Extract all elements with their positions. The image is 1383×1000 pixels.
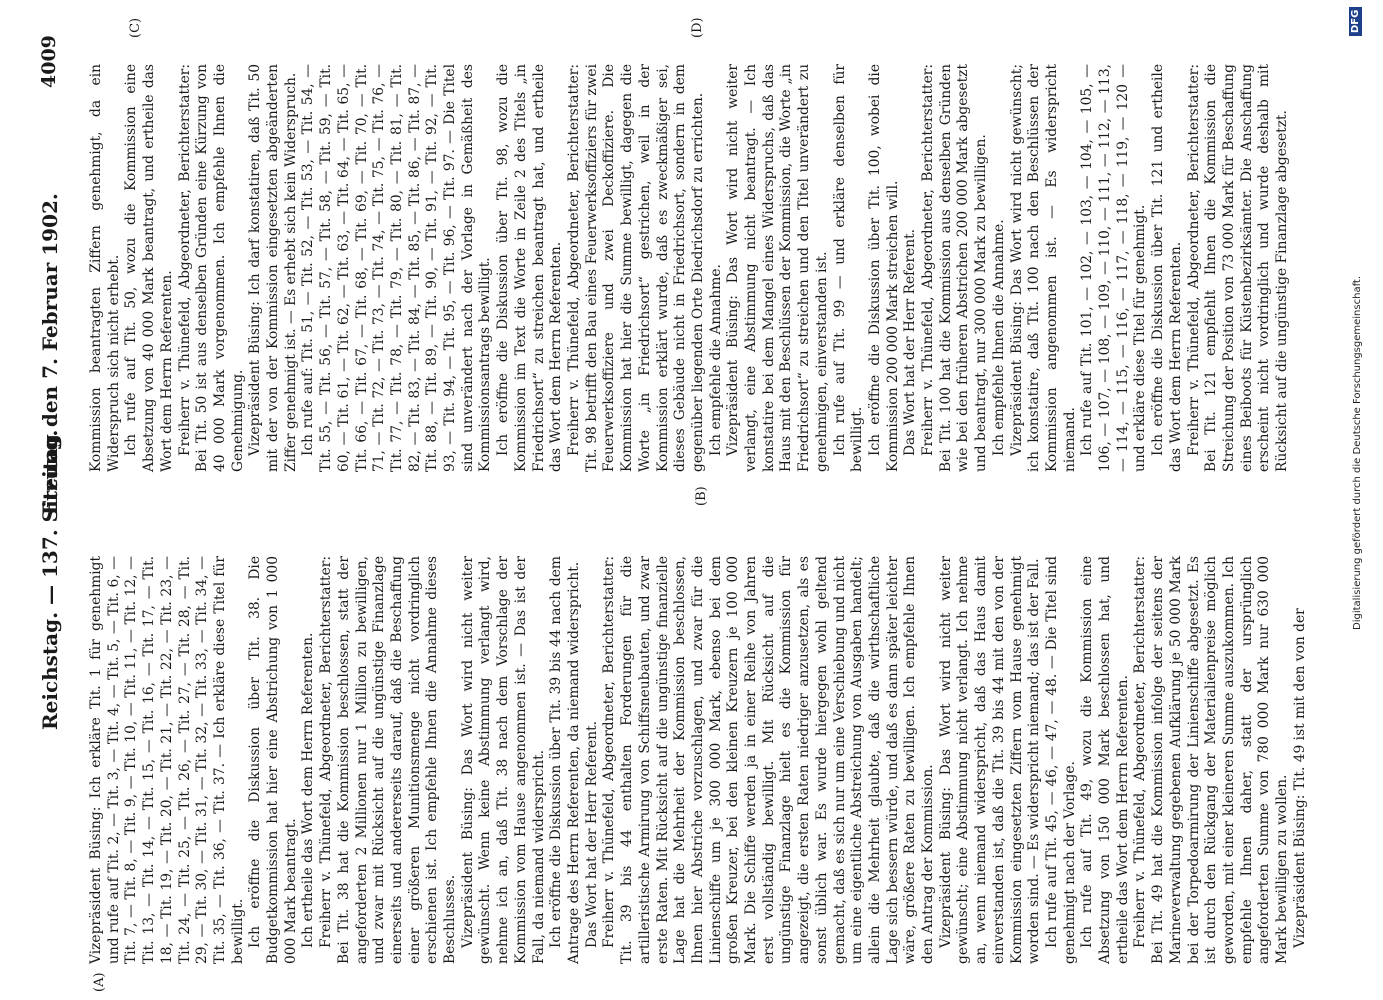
paragraph: Ich rufe auf Tit. 50, wozu die Kommission eine Absetzung von 40 000 Mark beantragt, und ertheile das Wort dem Herrn Referenten. xyxy=(123,64,175,472)
paragraph: Vizepräsident Büsing: Das Wort wird nicht weiter gewünscht; eine Abstimmung nicht verlangt. Ich nehme an, wenn niemand widerspricht, daß das Haus damit einverstanden ist, daß die Tit. 39 bis 44 mit den von der Kommission eingesetzten Ziffern vom Hause genehmigt worden sind. — Es widerspricht niemand; das ist der Fall. xyxy=(937,556,1043,964)
paragraph: Vizepräsident Büsing: Das Wort wird nicht gewünscht; ich konstatire, daß Tit. 100 nach den Beschlüssen der Kommission angenommen ist. — Es widerspricht niemand. xyxy=(1008,64,1078,472)
paragraph: Vizepräsident Büsing: Ich darf konstatiren, daß Tit. 50 mit der von der Kommission eingesetzten abgeänderten Ziffer genehmigt ist. — Es erhebt sich kein Widerspruch. xyxy=(247,64,299,472)
paragraph: Das Wort hat der Herr Referent. xyxy=(583,720,600,948)
paragraph: Ich eröffne die Diskussion über Tit. 38. Die Budgetkommission hat hier eine Abstrichung von 1 000 000 Mark beantragt. xyxy=(247,556,299,964)
paragraph: Ich eröffne die Diskussion über Tit. 121 und ertheile das Wort dem Herrn Referenten. xyxy=(1150,64,1184,472)
paragraph: Freiherr v. Thünefeld, Abgeordneter, Berichterstatter: Bei Tit. 100 hat die Kommission aus denselben Gründen wie bei den früheren Abstrichen 200 000 Mark abgesetzt und beantragt, nur 300 000 Mark zu bewilligen. xyxy=(920,64,990,472)
paragraph: Ich eröffne die Diskussion über Tit. 98, wozu die Kommission im Text die Worte in Zeile 2 des Titels „in Friedrichsort“ zu streichen beantragt hat, und ertheile das Wort dem Herrn Referenten. xyxy=(495,64,565,472)
paragraph: Ich eröffne die Diskussion über Tit. 39 bis 44 nach dem Antrage des Herrn Referenten, da niemand widerspricht. xyxy=(548,556,582,964)
paragraph: Ich empfehle die Annahme. xyxy=(707,264,724,456)
paragraph: Vizepräsident Büsing: Ich erkläre Tit. 1 für genehmigt und rufe auf Tit. 2, — Tit. 3, — Tit. 4, — Tit. 5, — Tit. 6, — Tit. 7, — Tit. 8, — Tit. 9, — Tit. 10, — Tit. 11, — Tit. 12, — Tit. 13, — Tit. 14, — Tit. 15, — Tit. 16, — Tit. 17, — Tit. 18, — Tit. 19, — Tit. 20, — Tit. 21, — Tit. 22, — Tit. 23, — Tit. 24, — Tit. 25, — Tit. 26, — Tit. 27, — Tit. 28, — Tit. 29, — Tit. 30, — Tit. 31, — Tit. 32, — Tit. 33, — Tit. 34, — Tit. 35, — Tit. 36, — Tit. 37. — Ich erkläre diese Titel für bewilligt. xyxy=(88,556,246,964)
paragraph: Das Wort hat der Herr Referent. xyxy=(902,228,919,456)
paragraph: Vizepräsident Büsing: Das Wort wird nicht weiter verlangt, eine Abstimmung nicht beantragt. — Ich konstatire bei dem Mangel eines Widerspruchs, daß das Haus mit den Beschlüssen der Kommission, die Worte „in Friedrichsort“ zu streichen und den Titel unverändert zu genehmigen, einverstanden ist. xyxy=(725,64,830,472)
paragraph: Freiherr v. Thünefeld, Abgeordneter, Berichterstatter: Bei Tit. 38 hat die Kommission beschlossen, statt der angeforderten 2 Millionen nur 1 Million zu bewilligen, und zwar mit Rücksicht auf die ungünstige Finanzlage einerseits und andererseits darauf, daß die Beschaffung einer größeren Munitionsmenge nicht vordringlich erschienen ist. Ich empfehle Ihnen die Annahme dieses Beschlusses. xyxy=(318,556,459,964)
paragraph: Ich rufe auf Tit. 45, — 46, — 47, — 48. — Die Titel sind genehmigt nach der Vorlage. xyxy=(1043,556,1078,964)
margin-marker-a: (A) xyxy=(92,972,107,992)
page-number: 4009 xyxy=(38,35,60,88)
paragraph: Ich rufe auf Tit. 99 — und erkläre denselben für bewilligt. xyxy=(831,64,866,472)
paragraph: Freiherr v. Thünefeld, Abgeordneter, Berichterstatter: Bei Tit. 50 ist aus denselben Gründen eine Kürzung von 40 000 Mark vorgenommen. Ich empfehle Ihnen die Genehmigung. xyxy=(176,64,246,472)
margin-marker-b: (B) xyxy=(694,486,709,506)
left-column xyxy=(88,556,1310,964)
paragraph: Ich rufe auf Tit. 101, — 102, — 103, — 104, — 105, — 106, — 107, — 108, — 109, — 110, — 111, — 112, — 113, — 114, — 115, — 116, — 117, — 118, — 119, — 120 — und erkläre diese Titel für genehmigt. xyxy=(1079,64,1149,472)
paragraph: Freiherr v. Thünefeld, Abgeordneter, Berichterstatter: Tit. 39 bis 44 enthalten Forderungen für die artilleristische Armirung von Schiffsneubauten, und zwar erste Raten. Mit Rücksicht auf die ungünstige finanzielle Lage hat die Mehrheit der Kommission beschlossen, Ihnen hier Abstriche vorzuschlagen, und zwar für die Linienschiffe um je 300 000 Mark, ebenso bei dem großen Kreuzer, bei den kleinen Kreuzern je 100 000 Mark. Die Schiffe werden ja in einer Reihe von Jahren erst vollständig bewilligt. Mit Rücksicht auf die ungünstige Finanzlage hielt es die Kommission für angezeigt, die ersten Raten niedriger anzusetzen, als es sonst üblich war. Es wurde hiergegen wohl geltend gemacht, daß es sich nur um eine Verschiebung und nicht um eine eigentliche Abstreichung von Ausgaben handelt; allein die Mehrheit glaubte, daß die wirthschaftliche Lage sich bessern würde, und daß es dann später leichter wäre, größere Raten zu bewilligen. Ich empfehle Ihnen den Antrag der Kommission. xyxy=(601,556,937,964)
paragraph: Freiherr v. Thünefeld, Abgeordneter, Berichterstatter: Tit. 98 betrifft den Bau eines Feuerwerksoffiziers für zwei Feuerwerksoffiziere und zwei Deckoffiziere. Die Kommission hat hier die Summe bewilligt, dagegen die Worte „in Friedrichsort“ gestrichen, weil in der Kommission erklärt wurde, daß es zweckmäßiger sei, dieses Gebäude nicht in Friedrichsort, sondern in dem gegenüber liegenden Orte Diedrichsdorf zu errichten. xyxy=(565,64,706,472)
paragraph: Ich rufe auf: Tit. 51, — Tit. 52, — Tit. 53, — Tit. 54, — Tit. 55, — Tit. 56, — Tit. 57, — Tit. 58, — Tit. 59, — Tit. 60, — Tit. 61, — Tit. 62, — Tit. 63, — Tit. 64, — Tit. 65, — Tit. 66, — Tit. 67, — Tit. 68, — Tit. 69, — Tit. 70, — Tit. 71, — Tit. 72, — Tit. 73, — Tit. 74, — Tit. 75, — Tit. 76, — Tit. 77, — Tit. 78, — Tit. 79, — Tit. 80, — Tit. 81, — Tit. 82, — Tit. 83, — Tit. 84, — Tit. 85, — Tit. 86, — Tit. 87, — Tit. 88, — Tit. 89, — Tit. 90, — Tit. 91, — Tit. 92, — Tit. 93, — Tit. 94, — Tit. 95, — Tit. 96, — Tit. 97. — Die Titel sind unverändert nach der Vorlage in Gemäßheit des Kommissionsantrags bewilligt. xyxy=(300,64,494,472)
paragraph: Vizepräsident Büsing: Tit. 49 ist mit den von der xyxy=(1291,608,1308,948)
paragraph: Vizepräsident Büsing: Das Wort wird nicht weiter gewünscht. Wenn keine Abstimmung verlangt wird, nehme ich an, daß Tit. 38 nach dem Vorschlage der Kommission vom Hause angenommen ist. — Das ist der Fall, da niemand widerspricht. xyxy=(459,556,547,964)
paragraph: Freiherr v. Thünefeld, Abgeordneter, Berichterstatter: Bei Tit. 49 hat die Kommission infolge der seitens der Marineverwaltung gegebenen Aufklärung je 50 000 Mark bei der Torpedoarmirung der Linienschiffe abgesetzt. Es ist durch den Rückgang der Materialienpreise möglich geworden, mit einer kleineren Summe auszukommen. Ich empfehle Ihnen daher, statt der ursprünglich angeforderten Summe von 780 000 Mark nur 630 000 Mark bewilligen zu wollen. xyxy=(1132,556,1291,964)
paragraph: Freiherr v. Thünefeld, Abgeordneter, Berichterstatter: Bei Tit. 121 empfiehlt Ihnen die Kommission die Streichung der Position von 73 000 Mark für Beschaffung eines Beiboots für Küstenbezirksämter. Die Anschaffung erscheint nicht vordringlich und wurde deshalb mit Rücksicht auf die ungünstige Finanzlage abgesetzt. xyxy=(1185,64,1291,472)
digitization-credit: Digitalisierung gefördert durch die Deutsche Forschungsgemeinschaft. xyxy=(1352,275,1363,630)
dfg-logo: DFG xyxy=(1349,7,1362,36)
paragraph: Ich empfehle Ihnen die Annahme. xyxy=(990,219,1007,456)
paragraph: Kommission beantragten Ziffern genehmigt, da ein Widerspruch sich nicht erhebt. xyxy=(88,64,122,472)
margin-marker-d: (D) xyxy=(690,17,705,38)
paragraph: Ich ertheile das Wort dem Herrn Referenten. xyxy=(300,632,317,948)
paragraph: Ich eröffne die Diskussion über Tit. 100, wobei die Kommission 200 000 Mark streichen will. xyxy=(866,64,901,472)
paragraph: Ich rufe auf Tit. 49, wozu die Kommission eine Absetzung von 150 000 Mark beschlossen hat, und ertheile das Wort dem Herrn Referenten. xyxy=(1079,556,1131,964)
margin-marker-c: (C) xyxy=(128,17,143,38)
header-date: Freitag den 7. Februar 1902. xyxy=(38,193,62,515)
right-column xyxy=(88,64,1292,472)
header-session: Reichstag. — 137. Sitzung. xyxy=(38,429,62,730)
